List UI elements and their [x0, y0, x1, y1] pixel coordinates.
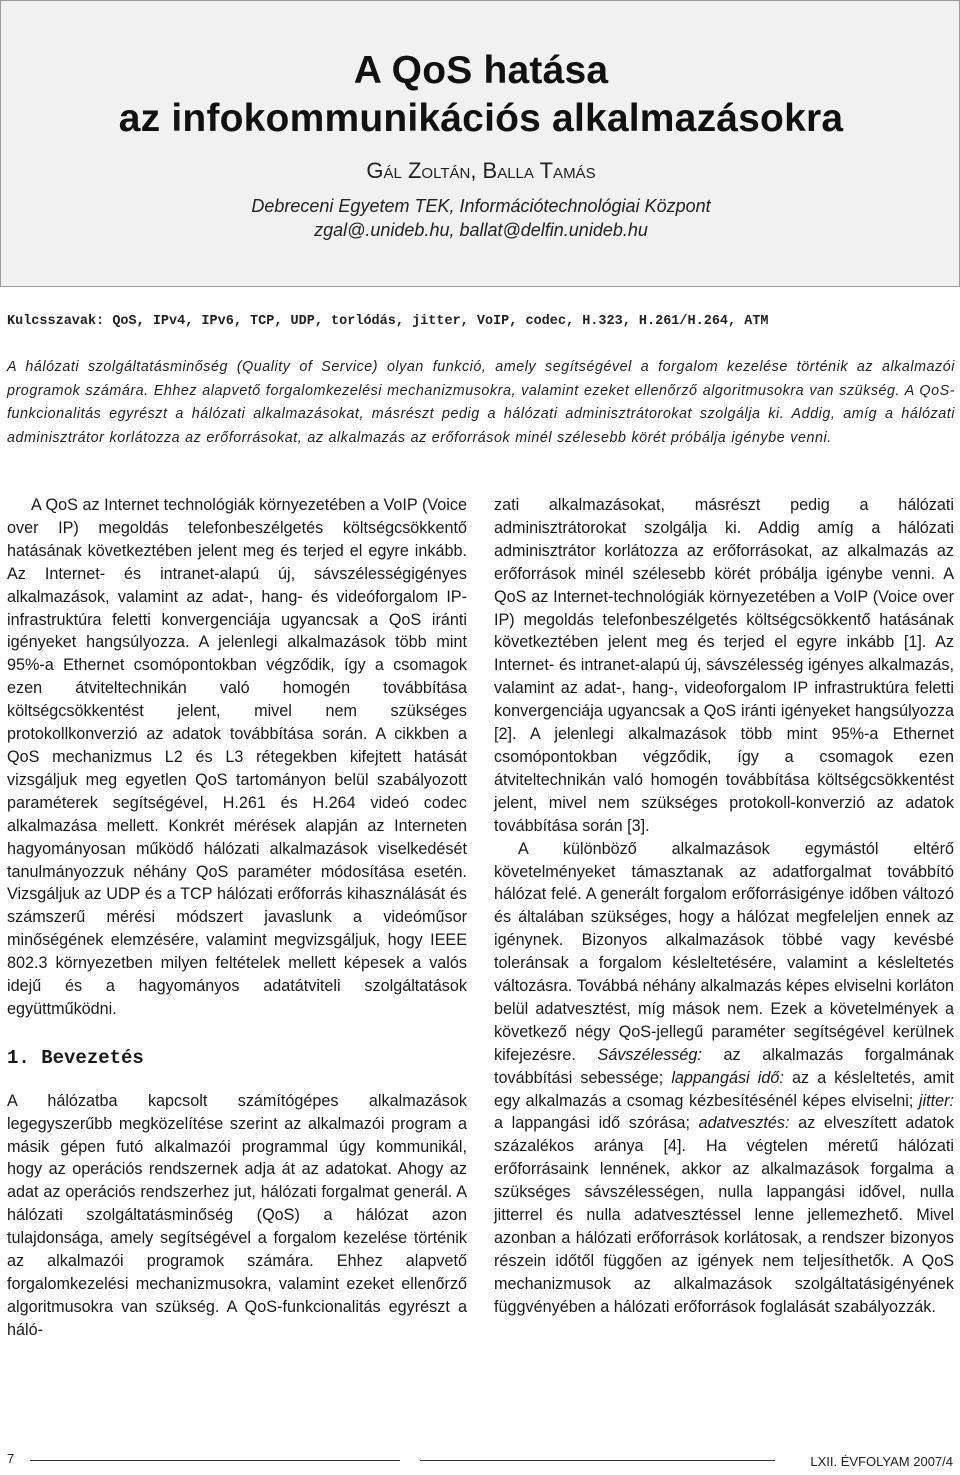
right-paragraph-2	[494, 838, 954, 1319]
affiliation: Debreceni Egyetem TEK, Információtechnológiai Központ	[251, 196, 711, 216]
journal-issue: LXII. ÉVFOLYAM 2007/4	[810, 1454, 953, 1469]
right-column	[494, 494, 954, 1319]
footer-rule-right	[420, 1460, 775, 1461]
section-heading: 1. Bevezetés	[7, 1046, 144, 1069]
intro-paragraph: A QoS az Internet technológiák környezetében a VoIP (Voice over IP) megoldás telefonbeszélgetés költségcsökkentő hatásának következtében jelent meg és terjed el egyre inkább. Az Internet- és intranet-alapú új, sávszélességigényes alkalmazások, valamint az adat-, hang- és videóforgalom IP-infrastruktúra feletti konvergenciája ugyancsak a QoS iránti igényeket hangsúlyozza. A jelenlegi alkalmazások több mint 95%-a Ethernet csomópontokban végződik, így a csomagok ezen átviteltechnikán való homogén továbbítása költségcsökkentést jelent, mivel nem szükséges protokollkonverzió az adatok továbbítása során. A cikkben a QoS mechanizmus L2 és L3 rétegekben kifejtett hatását vizsgáljuk meg egyetlen QoS tartományon belül szabályozott paraméterek segítségével, H.261 és H.264 videó codec alkalmazása mellett. Konkrét mérések alapján az Interneten hagyományosan működő hálózati alkalmazások viselkedését tanulmányozzuk néhány QoS paraméter módosítása esetén. Vizsgáljuk az UDP és a TCP hálózati erőforrás kihasználását és számszerű mérési módszert javaslunk a videóműsor minőségének elemzésére, valamint megvizsgáljuk, hogy IEEE 802.3 környezetben milyen feltételek mellett képesek a valós idejű és a hagyományos adatátviteli szolgáltatások együttműködni.	[7, 496, 467, 1018]
footer-rule-left	[30, 1460, 400, 1461]
text-run: A különböző alkalmazások egymástól eltérő követelményeket támasztanak az adatforgalmat továbbító hálózat felé. A generált forgalom erőforrásigénye időben változó és általában szükséges, hogy a hálózat megfeleljen ennek az igénynek. Bizonyos alkalmazások többé vagy kevésbé toleránsak a forgalom késleltetésére, valamint a késleltetés változásra. Továbbá néhány alkalmazás képes elviselni korláton belül adatvesztést, míg mások nem. Ezek a követelmények a következő négy QoS-jellegű paraméter segítségével kerülnek kifejezésre.	[494, 839, 954, 1064]
term-latency: lappangási idő:	[671, 1068, 784, 1087]
term-jitter: jitter:	[918, 1091, 954, 1110]
title-box	[0, 0, 960, 287]
text-run: az alkalmazás forgalmának továbbítási sebessége;	[494, 1045, 954, 1087]
left-column	[7, 494, 467, 1342]
right-paragraph-1: zati alkalmazásokat, másrészt pedig a hálózati adminisztrátorokat szolgálja ki. Addig amíg a hálózati adminisztrátor korlátozza az erőforrásokat, az alkalmazás az erőforrások minél szélesebb körét próbálja igénybe venni. A QoS az Internet-technológiák környezetében a VoIP (Voice over IP) megoldás telefonbeszélgetés költségcsökkentő hatásának következtében jelent meg és terjed el egyre inkább [1]. Az Internet- és intranet-alapú új, sávszélesség igényes alkalmazás, valamint az adat-, hang-, videoforgalom IP infrastruktúra feletti konvergenciája ugyancsak a QoS iránti igényeket hangsúlyozza [2]. A jelenlegi alkalmazások több mint 95%-a Ethernet csomópontokban végződik, így a csomagok ezen átviteltechnikán való homogén továbbítása költségcsökkentést jelent, mivel nem szükséges protokoll-konverzió az adatok továbbítása során [3].	[494, 496, 954, 835]
article-title-line-2: az infokommunikációs alkalmazásokra	[118, 97, 844, 140]
section-paragraph: A hálózatba kapcsolt számítógépes alkalmazások legegyszerűbb megközelítése szerint az alkalmazói program a másik gépen futó alkalmazói programmal úgy kommunikál, hogy az operációs rendszernek adja át az adatokat. Ahogy az adat az operációs rendszerhez jut, hálózati forgalmat generál. A hálózati szolgáltatásminőség (QoS) a hálózat azon tulajdonsága, amely segítségével a forgalom kezelése történik az alkalmazói programok számára. Ehhez alapvető forgalomkezelési mechanizmusokra, valamint ezeket ellenőrző algoritmusokra van szükség. A QoS-funkcionalitás egyrészt a háló-	[7, 1091, 467, 1339]
text-run: az a késleltetés, amit egy alkalmazás a csomag kézbesítésénél képes elviselni;	[494, 1068, 954, 1110]
text-run: a lappangási idő szórása;	[494, 1114, 699, 1133]
author-emails: zgal@.unideb.hu, ballat@delfin.unideb.hu	[314, 220, 648, 240]
page-number: 7	[7, 1451, 15, 1466]
abstract: A hálózati szolgáltatásminőség (Quality of Service) olyan funkció, amely segítségével a forgalom kezelése történik az alkalmazói programok számára. Ehhez alapvető forgalomkezelési mechanizmusokra, valamint ezeket ellenőrző algoritmusokra van szükség. A QoS-funkcionalitás egyrészt a hálózati alkalmazásokat, másrészt pedig a hálózati adminisztrátorokat szolgálja ki. Addig, amíg a hálózati adminisztrátor korlátozza az erőforrásokat, az alkalmazás az erőforrások minél szélesebb körét próbálja igénybe venni.	[7, 359, 955, 446]
text-run: az elveszített adatok százalékos aránya [4]. Ha végtelen méretű hálózati erőforrásaink lennének, akkor az alkalmazások forgalma a szükséges sávszélességen, nulla lappangási idővel, nulla jitterrel és nulla adatvesztéssel lenne jellemezhető. Mivel azonban a hálózati erőforrások korlátosak, a rendszer bizonyos részein időtől függően az igények nem teljesíthetők. A QoS mechanizmusok az alkalmazások szolgáltatásigényének függvényében a hálózati erőforrások foglalását szabályozzák.	[494, 1114, 954, 1316]
term-bandwidth: Sávszélesség:	[597, 1045, 702, 1064]
author-names: Gál Zoltán, Balla Tamás	[366, 158, 596, 183]
article-title-line-1: A QoS hatása	[353, 49, 609, 92]
term-data-loss: adatvesztés:	[698, 1114, 790, 1133]
keywords: Kulcsszavak: QoS, IPv4, IPv6, TCP, UDP, torlódás, jitter, VoIP, codec, H.323, H.261/H.264, ATM	[7, 314, 769, 329]
